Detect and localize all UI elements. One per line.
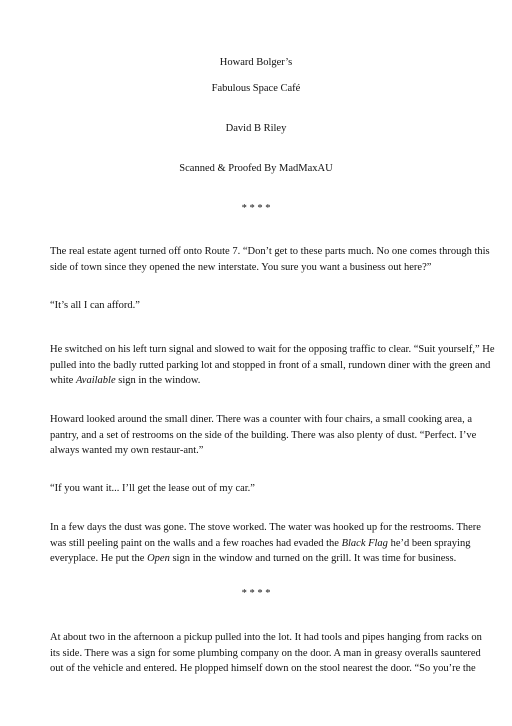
- paragraph-6: [50, 520, 490, 567]
- paragraph-2: [50, 298, 490, 314]
- text-line: pulled into the badly rutted parking lot and stopped in front of a small, rundown diner with the green and: [50, 359, 491, 371]
- scan-credit: Scanned & Proofed By MadMaxAU: [179, 163, 333, 174]
- text-line: Howard looked around the small diner. There was a counter with four chairs, a small cooking area, a: [50, 414, 472, 425]
- text-line: “If you want it... I’ll get the lease out of my car.”: [50, 483, 255, 494]
- text-line: [50, 536, 490, 552]
- text-run: sign in the window.: [115, 375, 201, 386]
- paragraph-4: [50, 412, 490, 459]
- emphasis-open: Open: [147, 553, 170, 564]
- text-run: he’d been spraying: [387, 537, 471, 549]
- paragraph-1: [50, 244, 490, 275]
- title-line-2: Fabulous Space Café: [211, 83, 301, 94]
- text-run: everyplace. He put the: [50, 553, 148, 564]
- paragraph-7: [50, 630, 490, 677]
- text-line: its side. There was a sign for some plumbing company on the door. A man in greasy overalls sauntered: [50, 647, 481, 659]
- text-line: The real estate agent turned off onto Route 7. “Don’t get to these parts much. No one comes through this: [50, 246, 490, 257]
- section-separator-2: * * * *: [241, 588, 271, 599]
- text-line: He switched on his left turn signal and slowed to wait for the opposing traffic to clear. “Suit yourself,” He: [50, 344, 495, 355]
- text-run: sign in the window and turned on the grill. It was time for business.: [169, 553, 457, 564]
- paragraph-5: [50, 481, 490, 497]
- author-name: David B Riley: [225, 123, 287, 134]
- section-separator: * * * *: [241, 203, 271, 214]
- text-line: In a few days the dust was gone. The stove worked. The water was hooked up for the restrooms. There: [50, 522, 481, 533]
- text-line: side of town since they opened the new interstate. You sure you want a business out here?”: [50, 261, 432, 273]
- text-run: was still peeling paint on the walls and a few roaches had evaded the: [50, 537, 342, 549]
- text-line: pantry, and a set of restrooms on the side of the building. There was also plenty of dust. “Perfect. I’ve: [50, 429, 477, 441]
- emphasis-available: Available: [75, 375, 116, 386]
- paragraph-3: [50, 342, 495, 389]
- text-line: [50, 373, 490, 389]
- text-line: “It’s all I can afford.”: [50, 300, 140, 311]
- text-line: [50, 551, 490, 567]
- title-line-1: Howard Bolger’s: [219, 57, 293, 68]
- text-line: At about two in the afternoon a pickup pulled into the lot. It had tools and pipes hanging from racks on: [50, 632, 482, 643]
- emphasis-black-flag: Black Flag: [341, 537, 388, 549]
- text-line: always wanted my own restaur-ant.”: [50, 445, 204, 456]
- text-run: white: [50, 375, 76, 386]
- text-line: out of the vehicle and entered. He plopped himself down on the stool nearest the door. “So you’re the: [50, 663, 476, 674]
